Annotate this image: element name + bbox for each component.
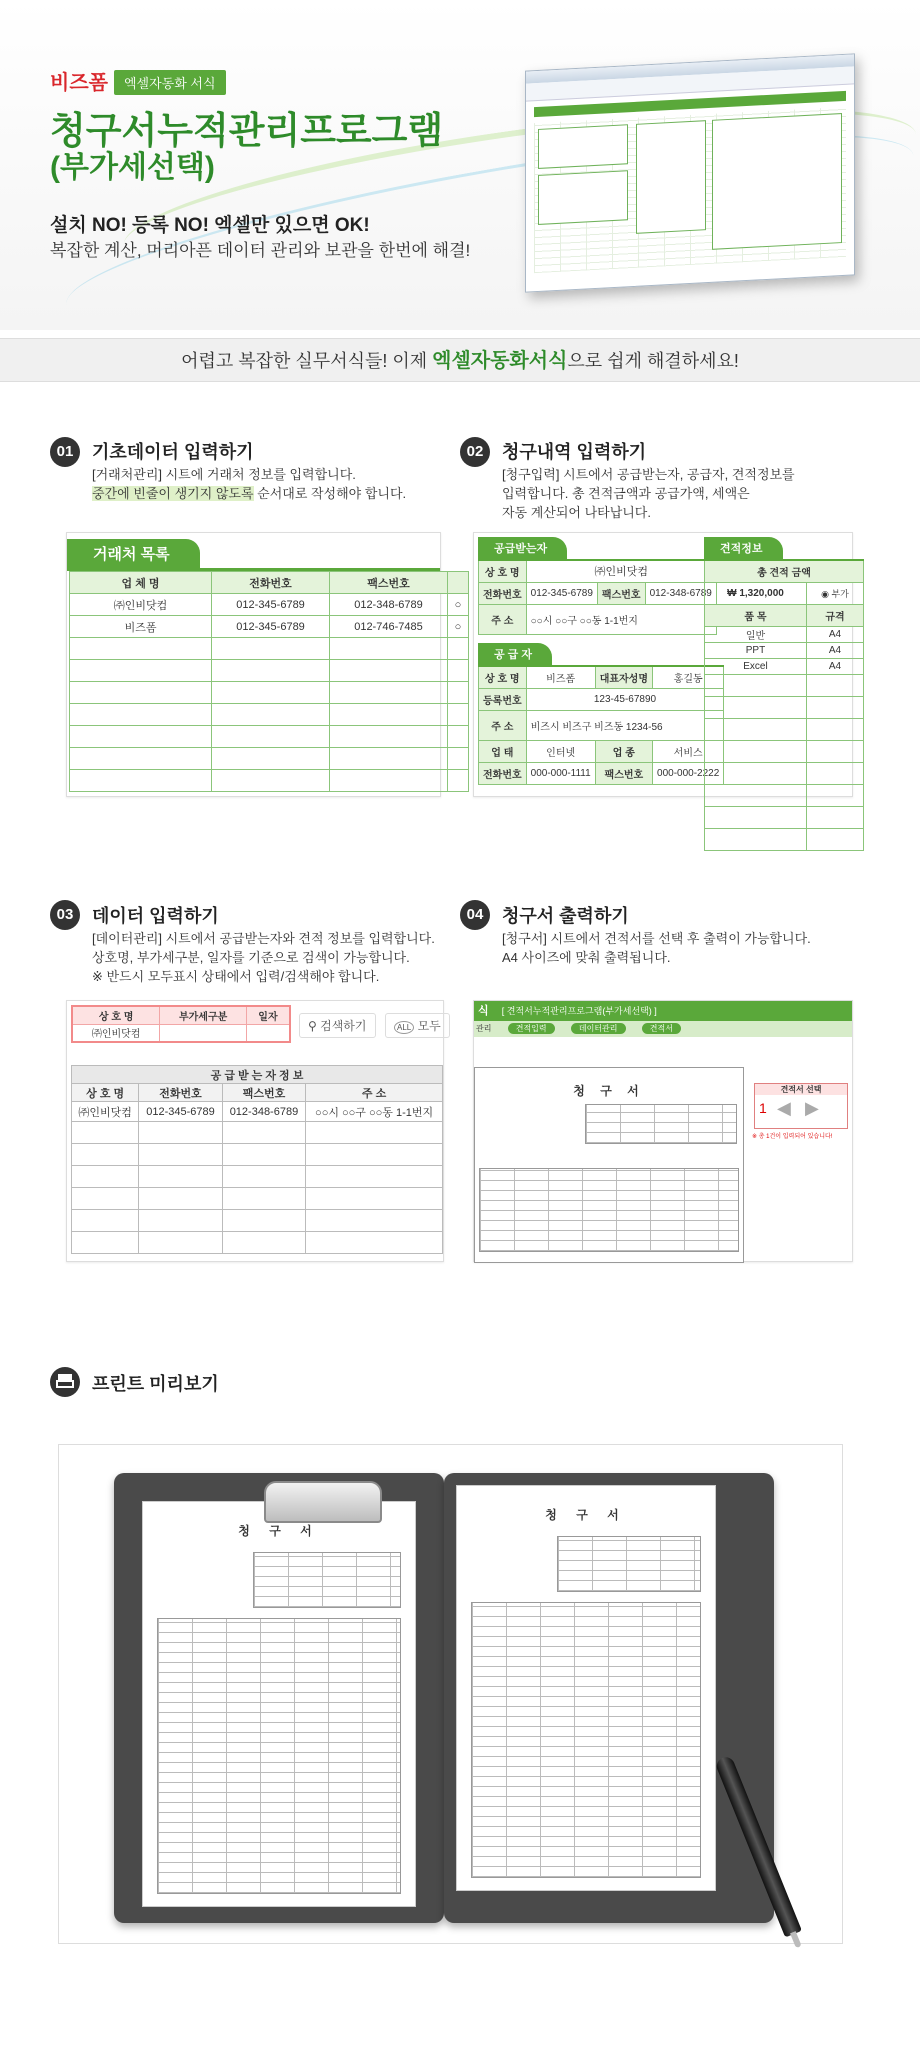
radio-icon[interactable]: ○ — [447, 594, 468, 616]
data-management-panel — [66, 1000, 444, 1262]
slogan-sub: 복잡한 계산, 머리아픈 데이터 관리와 보관을 한번에 해결! — [50, 241, 471, 260]
banner-text: 으로 쉽게 해결하세요! — [567, 351, 739, 371]
preview-items-grid — [471, 1602, 701, 1878]
client-table — [69, 571, 469, 792]
col-header: 전화번호 — [139, 1084, 222, 1102]
receiver-table — [478, 559, 717, 635]
preview-page — [142, 1501, 416, 1907]
step-title: 데이터 입력하기 — [92, 906, 219, 926]
field-value[interactable]: 홍길동 — [653, 666, 724, 688]
table-cell[interactable]: A4 — [806, 642, 863, 658]
search-header: 부가세구분 — [160, 1006, 247, 1024]
client-list-panel — [66, 532, 462, 797]
bizform-logo: 비즈폼 — [50, 72, 108, 94]
table-cell[interactable]: 012-746-7485 — [330, 616, 448, 638]
table-row — [70, 748, 469, 770]
field-label: 업 종 — [595, 740, 652, 762]
search-header: 일자 — [246, 1006, 290, 1024]
table-cell[interactable]: ㈜인비닷컴 — [70, 594, 212, 616]
step-title: 기초데이터 입력하기 — [92, 442, 254, 462]
table-row — [70, 682, 469, 704]
table-row — [70, 770, 469, 792]
slogan: 설치 NO! 등록 NO! 엑셀만 있으면 OK! — [50, 215, 370, 236]
table-cell[interactable]: ㈜인비닷컴 — [72, 1102, 139, 1122]
clipboard-clip — [264, 1481, 382, 1523]
step-desc-line: 순서대로 작성해야 합니다. — [253, 486, 407, 501]
printer-icon — [50, 1367, 80, 1397]
receiver-tab: 공급받는자 — [478, 537, 567, 559]
table-row — [705, 658, 864, 674]
clipboard-left — [114, 1473, 444, 1923]
field-value[interactable]: 012-348-6789 — [645, 582, 716, 604]
supplier-table — [478, 665, 724, 785]
selector-value: 1 — [759, 1100, 767, 1116]
table-row — [70, 594, 469, 616]
product-title: 청구서누적관리프로그램 — [50, 110, 444, 151]
step-number: 04 — [460, 900, 490, 930]
hero-section — [0, 0, 920, 330]
step-desc-highlight: 중간에 빈줄이 생기지 않도록 — [92, 486, 254, 501]
field-value[interactable]: 비즈폼 — [526, 666, 595, 688]
estimate-selector — [754, 1083, 848, 1129]
table-cell[interactable]: A4 — [806, 658, 863, 674]
col-header: 주 소 — [306, 1084, 443, 1102]
billing-input-panel — [473, 532, 853, 797]
field-value[interactable]: ○○시 ○○구 ○○동 1-1번지 — [526, 604, 716, 634]
preview-items-grid — [157, 1618, 401, 1894]
client-list-tab: 거래처 목록 — [67, 539, 200, 568]
app-title-bar — [474, 1001, 852, 1021]
product-subtitle: (부가세선택) — [50, 151, 215, 184]
step-title: 청구내역 입력하기 — [502, 442, 647, 462]
col-header — [447, 572, 468, 594]
banner-text: 어렵고 복잡한 실무서식들! 이제 — [181, 351, 433, 371]
step-title: 청구서 출력하기 — [502, 906, 629, 926]
field-label: 전화번호 — [479, 762, 527, 784]
search-header: 상 호 명 — [72, 1006, 160, 1024]
step-desc-line: [거래처관리] 시트에 거래처 정보를 입력합니다. — [92, 467, 356, 482]
field-value[interactable]: 012-345-6789 — [526, 582, 597, 604]
step-description — [92, 465, 406, 503]
table-cell[interactable]: 012-345-6789 — [212, 616, 330, 638]
receiver-info-table — [71, 1065, 443, 1254]
table-cell[interactable]: Excel — [705, 658, 807, 674]
preview-title: 프린트 미리보기 — [92, 1374, 219, 1394]
table-row — [70, 704, 469, 726]
step-number: 01 — [50, 437, 80, 467]
show-all-button[interactable] — [385, 1013, 450, 1038]
table-row — [70, 726, 469, 748]
next-arrow-icon[interactable]: ▶ — [805, 1098, 819, 1118]
sheet-tabs — [474, 1021, 852, 1037]
preview-page — [456, 1485, 716, 1891]
field-label: 대표자성명 — [595, 666, 652, 688]
table-cell[interactable]: A4 — [806, 626, 863, 642]
invoice-header-grid — [585, 1104, 737, 1144]
receiver-name-select[interactable]: ㈜인비닷컴 — [526, 560, 716, 582]
table-row — [705, 642, 864, 658]
field-label: 주 소 — [479, 604, 527, 634]
field-value[interactable]: 000-000-1111 — [526, 762, 595, 784]
field-label: 상 호 명 — [479, 560, 527, 582]
table-cell[interactable]: 일반 — [705, 626, 807, 642]
invoice-preview — [474, 1067, 744, 1263]
invoice-items-grid — [479, 1168, 739, 1252]
preview-doc-title: 청 구 서 — [545, 1508, 627, 1522]
selector-label: 견적서 선택 — [755, 1084, 847, 1095]
step-description: [데이터관리] 시트에서 공급받는자와 견적 정보를 입력합니다. 상호명, 부가세구분, 일자를 기준으로 검색이 가능합니다. ※ 반드시 모두표시 상태에서 입력/검색해야 합니다. — [92, 931, 435, 984]
field-value[interactable]: 비즈시 비즈구 비즈동 1234-56 — [526, 710, 724, 740]
field-value[interactable]: 서비스 — [653, 740, 724, 762]
preview-header-grid — [253, 1552, 401, 1608]
field-value[interactable]: 123-45-67890 — [526, 688, 724, 710]
mini-table — [636, 120, 706, 234]
field-label: 주 소 — [479, 710, 527, 740]
table-cell[interactable]: ○○시 ○○구 ○○동 1-1번지 — [306, 1102, 443, 1122]
mini-table — [538, 170, 628, 225]
field-label: 상 호 명 — [479, 666, 527, 688]
search-vat-input[interactable] — [160, 1024, 247, 1042]
table-cell[interactable]: 012-348-6789 — [222, 1102, 305, 1122]
print-preview-box — [58, 1444, 843, 1944]
preview-header-grid — [557, 1536, 701, 1592]
estimate-tab: 견적정보 — [704, 537, 783, 559]
table-cell[interactable]: 012-345-6789 — [139, 1102, 222, 1122]
table-cell[interactable]: PPT — [705, 642, 807, 658]
selector-note: ※ 총 1건이 입력되어 있습니다! — [752, 1134, 833, 1140]
table-row — [705, 626, 864, 642]
section-title: 공 급 받 는 자 정 보 — [72, 1066, 443, 1084]
promo-banner — [0, 338, 920, 382]
tab-data-manage[interactable]: 데이터관리 — [571, 1023, 626, 1034]
table-cell[interactable]: 비즈폼 — [70, 616, 212, 638]
field-label: 업 태 — [479, 740, 527, 762]
invoice-title: 청 구 서 — [573, 1084, 645, 1098]
search-button[interactable] — [299, 1013, 376, 1038]
col-header: 상 호 명 — [72, 1084, 139, 1102]
col-header: 팩스번호 — [222, 1084, 305, 1102]
banner-highlight: 엑셀자동화서식 — [432, 350, 568, 372]
step-description: [청구입력] 시트에서 공급받는자, 공급자, 견적정보를 입력합니다. 총 견적금액과 공급가액, 세액은 자동 계산되어 나타납니다. — [502, 467, 795, 520]
mini-table — [538, 124, 628, 169]
app-title-fragment: 식 — [478, 1005, 489, 1017]
radio-icon[interactable]: ○ — [447, 616, 468, 638]
estimate-table — [704, 559, 864, 851]
search-icon: ⚲ — [308, 1019, 321, 1033]
app-title: [ 견적서누적관리프로그램(부가세선택) ] — [501, 1006, 657, 1016]
step-number: 02 — [460, 437, 490, 467]
supplier-tab: 공 급 자 — [478, 643, 552, 665]
search-name-input[interactable]: ㈜인비닷컴 — [72, 1024, 160, 1042]
field-label: 팩스번호 — [595, 762, 652, 784]
step-description: [청구서] 시트에서 견적서를 선택 후 출력이 가능합니다. A4 사이즈에 맞춰 출력됩니다. — [502, 931, 811, 965]
vat-radio[interactable]: ◉ 부가 — [806, 582, 863, 604]
clipboard-right — [444, 1473, 774, 1923]
currency-symbol: ₩ — [727, 587, 737, 599]
col-header: 팩스번호 — [330, 572, 448, 594]
table-row — [70, 638, 469, 660]
field-label: 총 견적 금액 — [705, 560, 864, 582]
field-label: 팩스번호 — [597, 582, 645, 604]
field-label: 등록번호 — [479, 688, 527, 710]
search-date-input[interactable] — [246, 1024, 290, 1042]
category-tag: 엑셀자동화 서식 — [114, 70, 226, 95]
col-header: 전화번호 — [212, 572, 330, 594]
prev-arrow-icon[interactable]: ◀ — [777, 1098, 791, 1118]
table-cell[interactable]: 012-345-6789 — [212, 594, 330, 616]
col-header: 규격 — [806, 604, 863, 626]
step-number: 03 — [50, 900, 80, 930]
table-row — [70, 660, 469, 682]
table-row — [72, 1102, 443, 1122]
preview-doc-title: 청 구 서 — [238, 1524, 320, 1538]
tab-estimate-input[interactable]: 견적입력 — [508, 1023, 555, 1034]
mini-table — [712, 113, 842, 250]
program-screenshot — [525, 53, 855, 292]
field-value[interactable]: 000-000-2222 — [653, 762, 724, 784]
table-cell[interactable]: 012-348-6789 — [330, 594, 448, 616]
col-header: 업 체 명 — [70, 572, 212, 594]
field-value[interactable]: 인터넷 — [526, 740, 595, 762]
search-table — [71, 1005, 291, 1043]
search-button-label: 검색하기 — [320, 1019, 367, 1033]
all-icon: ALL — [394, 1021, 414, 1034]
tab-estimate[interactable]: 견적서 — [642, 1023, 681, 1034]
show-all-label: 모두 — [417, 1019, 441, 1033]
tab-manage[interactable]: 관리 — [476, 1024, 492, 1033]
table-row — [70, 616, 469, 638]
invoice-print-panel — [473, 1000, 853, 1262]
total-amount: 1,320,000 — [739, 587, 784, 599]
field-label: 전화번호 — [479, 582, 527, 604]
col-header: 품 목 — [705, 604, 807, 626]
